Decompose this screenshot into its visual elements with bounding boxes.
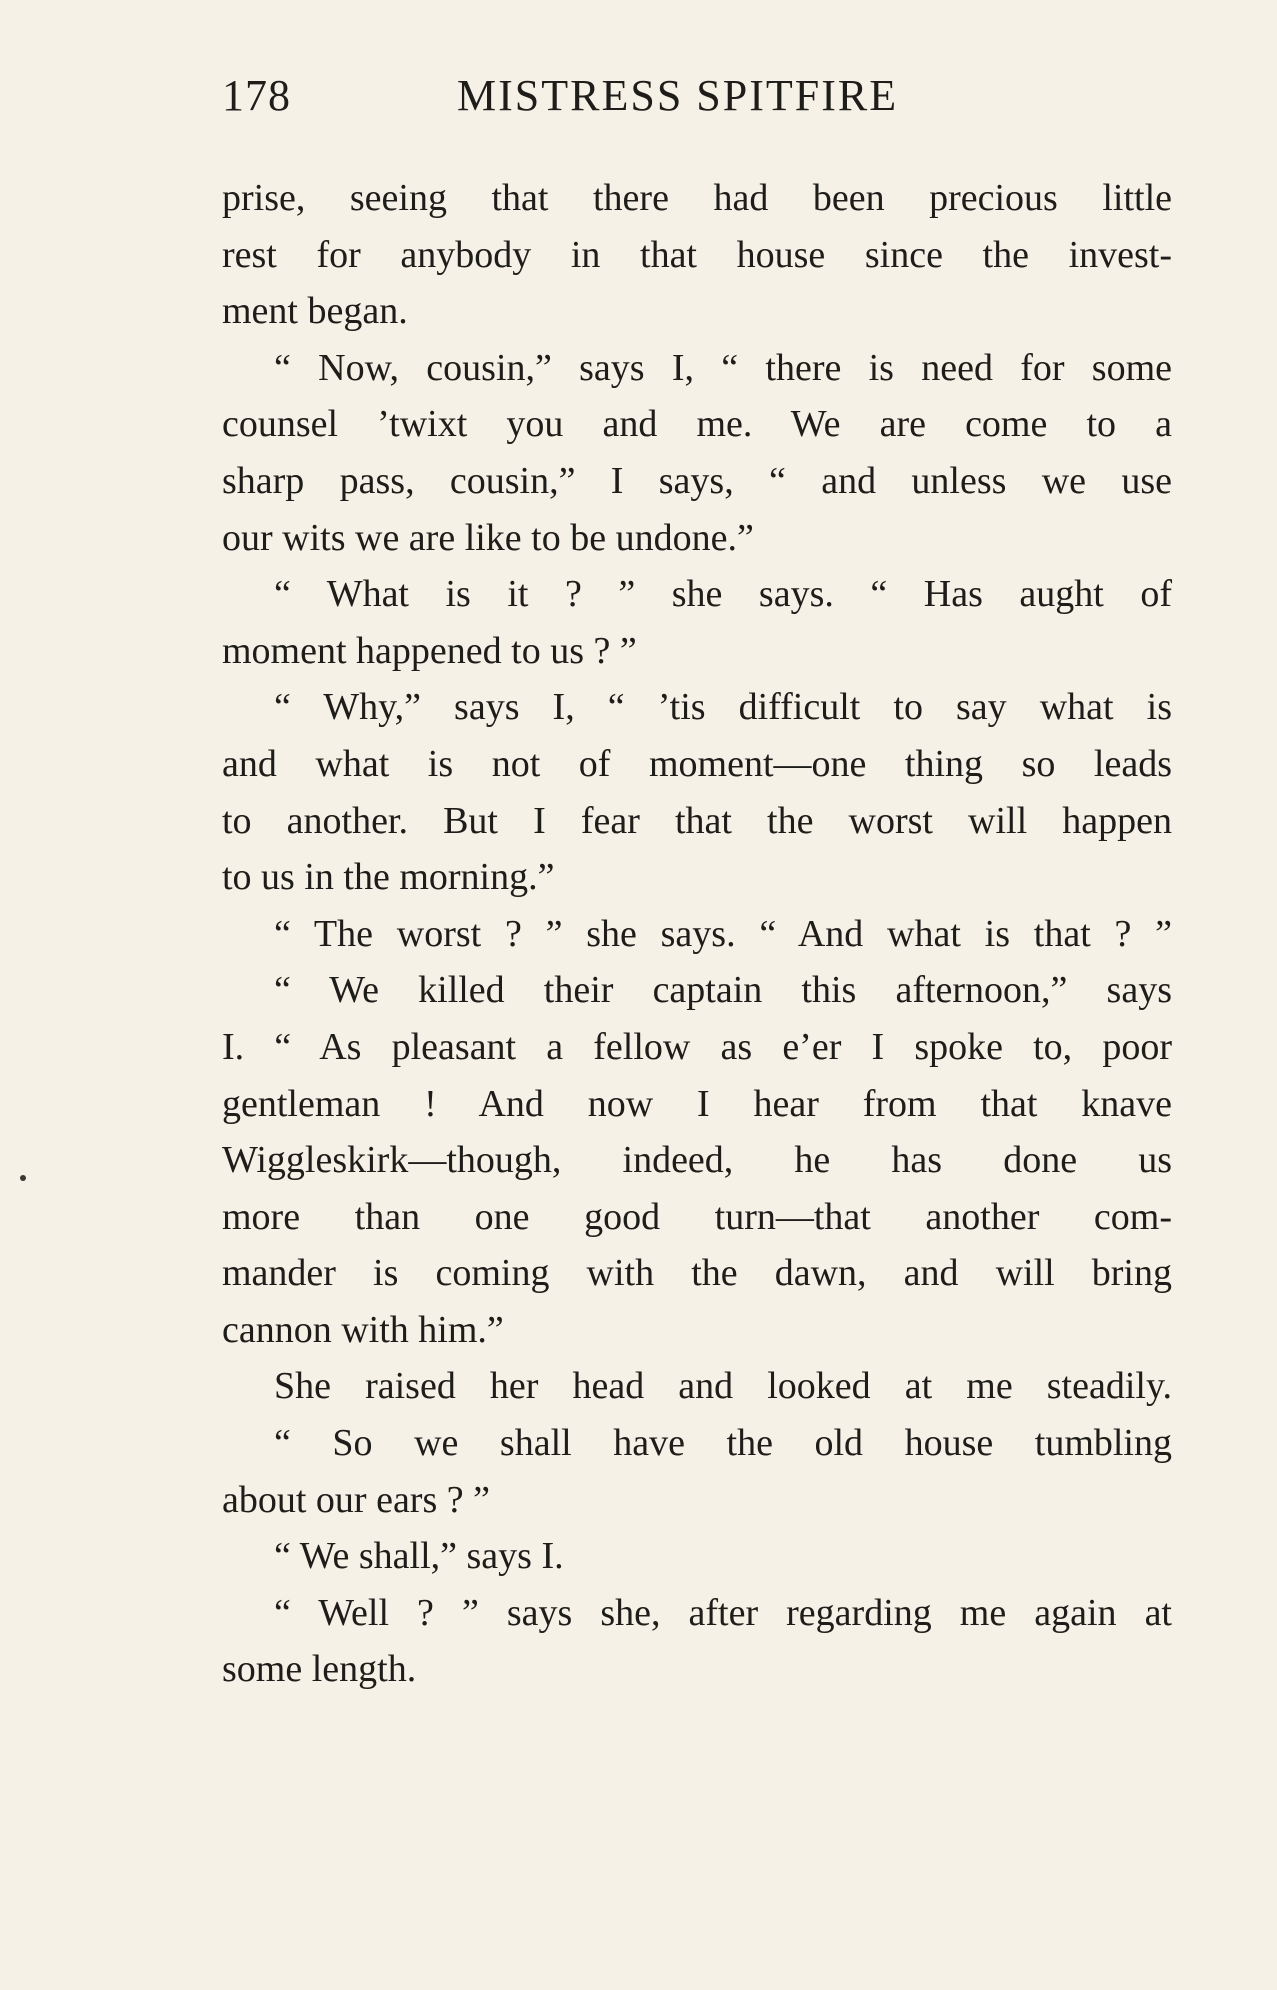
text-line: gentleman ! And now I hear from that knave — [222, 1082, 1172, 1125]
text-line: prise, seeing that there had been precious little — [222, 177, 1172, 219]
text-line: “ So we shall have the old house tumbling — [274, 1422, 1172, 1465]
text-line: “ We shall,” says I. — [274, 1535, 564, 1578]
text-line: about our ears ? ” — [222, 1478, 490, 1521]
text-line: Wiggleskirk—though, indeed, he has done us — [222, 1139, 1172, 1182]
text-line: sharp pass, cousin,” I says, “ and unless we use — [222, 459, 1172, 502]
text-line: “ Now, cousin,” says I, “ there is need for some — [274, 346, 1172, 389]
text-line: “ Why,” says I, “ ’tis difficult to say what is — [274, 686, 1172, 729]
running-title: MISTRESS SPITFIRE — [457, 71, 899, 120]
margin-speck — [20, 1175, 26, 1181]
text-line: counsel ’twixt you and me. We are come to a — [222, 403, 1172, 446]
page-header — [222, 70, 1172, 130]
text-line: more than one good turn—that another com- — [222, 1195, 1172, 1238]
text-line: moment happened to us ? ” — [222, 629, 637, 672]
text-line: our wits we are like to be undone.” — [222, 516, 754, 559]
page-number: 178 — [222, 71, 291, 120]
text-line: ment began. — [222, 290, 408, 333]
text-line: to us in the morning.” — [222, 856, 555, 899]
text-line: “ We killed their captain this afternoon,” says — [274, 969, 1172, 1012]
text-line: and what is not of moment—one thing so leads — [222, 742, 1172, 785]
text-line: She raised her head and looked at me steadily. — [274, 1365, 1172, 1408]
text-line: “ Well ? ” says she, after regarding me again at — [274, 1591, 1172, 1634]
text-line: cannon with him.” — [222, 1308, 504, 1351]
text-line: some length. — [222, 1648, 417, 1691]
text-line: mander is coming with the dawn, and will bring — [222, 1252, 1172, 1295]
body-text — [222, 170, 1172, 1698]
text-line: “ What is it ? ” she says. “ Has aught of — [274, 573, 1172, 616]
text-line: rest for anybody in that house since the invest- — [222, 233, 1172, 276]
text-line: to another. But I fear that the worst will happen — [222, 799, 1172, 842]
text-line: I. “ As pleasant a fellow as e’er I spoke to, poor — [222, 1025, 1172, 1068]
text-line: “ The worst ? ” she says. “ And what is that ? ” — [274, 912, 1172, 955]
